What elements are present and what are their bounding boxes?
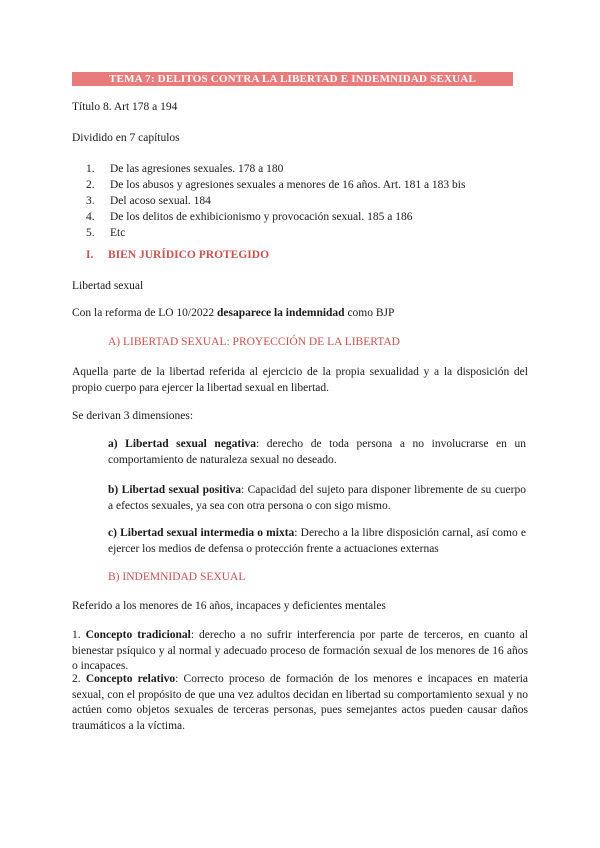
concepto-tradicional: 1. Concepto tradicional: derecho a no sufrir interferencia por parte de terceros, en cuanto al bienestar psíquico y al normal y adecuado proceso de formación sexual de los menores de 16 años o incapaces. [72, 629, 529, 672]
dimension-negative: a) Libertad sexual negativa: derecho de toda persona a no involucrarse en un comportamiento de naturaleza sexual no deseado. [108, 438, 526, 466]
list-item: 3. Del acoso sexual. 184 [86, 195, 211, 207]
subheading-b: B) INDEMNIDAD SEXUAL [108, 571, 246, 583]
section-heading-1: I. BIEN JURÍDICO PROTEGIDO [86, 249, 270, 261]
referido-text: Referido a los menores de 16 años, incapaces y deficientes mentales [72, 600, 386, 612]
chapters-list [86, 161, 465, 241]
reforma-text: Con la reforma de LO 10/2022 desaparece la indemnidad como BJP [72, 307, 395, 319]
aquella-paragraph: Aquella parte de la libertad referida al ejercicio de la propia sexualidad y a la disposición del propio cuerpo para ejercer la libertad sexual en libertad. [72, 366, 528, 394]
dimensions-intro: Se derivan 3 dimensiones: [72, 410, 194, 422]
list-item: 2. De los abusos y agresiones sexuales a menores de 16 años. Art. 181 a 183 bis [86, 179, 466, 191]
dimension-positive: b) Libertad sexual positiva: Capacidad del sujeto para disponer libremente de su cuerpo a efectos sexuales, ya sea con otra persona o con sigo mismo. [108, 484, 526, 512]
list-item: 4. De los delitos de exhibicionismo y provocación sexual. 185 a 186 [86, 211, 413, 223]
topic-title: TEMA 7: DELITOS CONTRA LA LIBERTAD E INDEMNIDAD SEXUAL [72, 72, 513, 86]
subheading-a: A) LIBERTAD SEXUAL: PROYECCIÓN DE LA LIBERTAD [108, 336, 400, 348]
title-reference: Título 8. Art 178 a 194 [72, 101, 178, 113]
list-item: 5. Etc [86, 227, 126, 239]
list-item: 1. De las agresiones sexuales. 178 a 180 [86, 163, 284, 175]
libertad-sexual-text: Libertad sexual [72, 280, 144, 292]
chapters-intro: Dividido en 7 capítulos [72, 132, 180, 144]
dimension-mixed: c) Libertad sexual intermedia o mixta: Derecho a la libre disposición carnal, así como e ejercer los medios de defensa o protección frente a actuaciones externas [108, 527, 527, 555]
concepto-relativo: 2. Concepto relativo: Correcto proceso de formación de los menores e incapaces en materia sexual, con el propósito de que una vez adultos decidan en libertad su comportamiento sexual y no actúen como objetos sexuales de terceras personas, pues semejantes actos pueden causar daños traumáticos a la víctima. [72, 673, 528, 732]
